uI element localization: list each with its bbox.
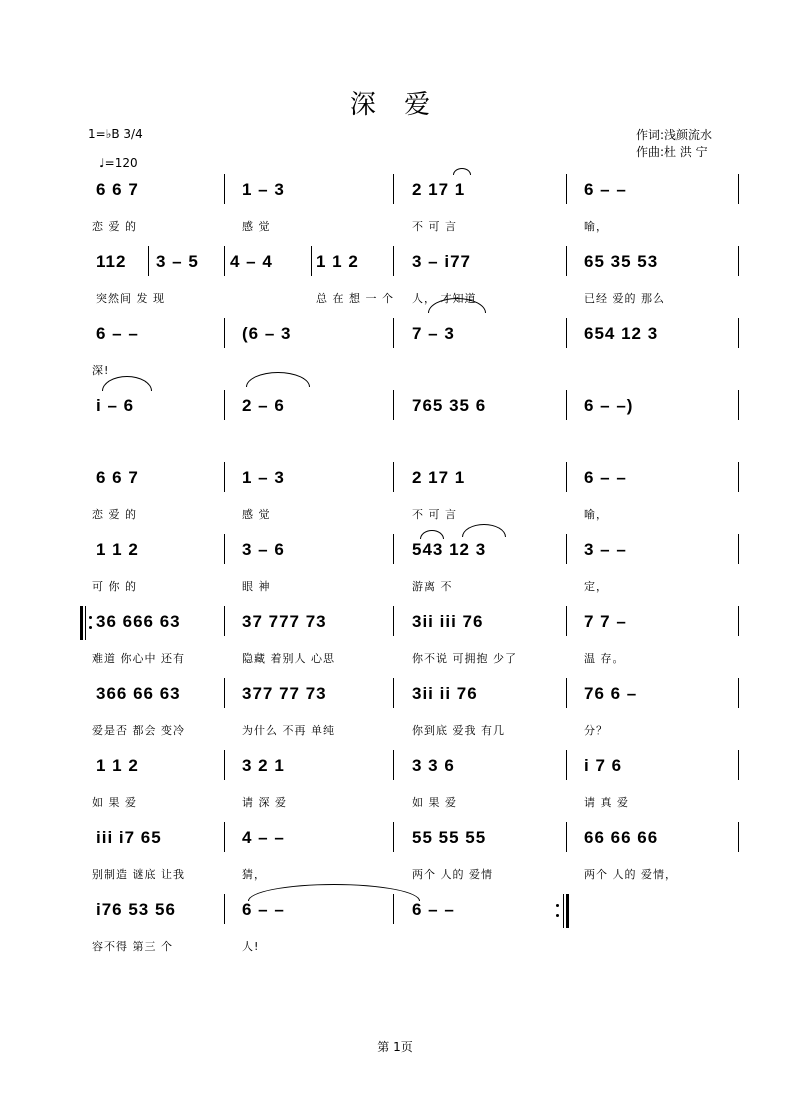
barline [224,318,225,348]
score-system [0,684,790,714]
lyric-line: 人， 才知道 [412,292,477,305]
measure-notes: 1 – 3 [242,180,285,199]
barline [224,894,225,924]
lyric-line: 不 可 言 [412,220,457,233]
measure-notes: 6 6 7 [96,468,139,487]
measure-notes: 3 – 6 [242,540,285,559]
barline [224,822,225,852]
lyric-line: 人! [242,940,260,953]
barline [224,750,225,780]
score-system [0,396,790,426]
measure-notes: 7 – 3 [412,324,455,343]
measure-notes: 543 12 3 [412,540,487,559]
lyric-line: 请 真 爱 [584,796,629,809]
slur-arc [462,524,506,537]
measure-notes: 4 – 4 [230,252,273,271]
barline [566,318,567,348]
measure-notes: 1 1 2 [96,540,139,559]
score-system [0,468,790,498]
barline [566,750,567,780]
key-signature: 1=♭B 3/4 [88,127,143,141]
measure-notes: 6 – –) [584,396,634,415]
barline [224,246,225,276]
lyric-line: 深! [92,364,110,377]
barline [393,678,394,708]
slur-arc [246,372,310,387]
measure-notes: 6 – – [584,180,627,199]
composer: 作曲:杜 洪 宁 [636,145,708,159]
lyric-line: 总 在 想 一 个 [316,292,394,305]
lyric-line: 可 你 的 [92,580,137,593]
score-system [0,900,790,930]
lyric-line: 爱是否 都会 变冷 [92,724,185,737]
lyric-line: 喻， [584,508,608,521]
measure-notes: i76 53 56 [96,900,176,919]
measure-notes: 1 1 2 [96,756,139,775]
lyric-line: 不 可 言 [412,508,457,521]
lyric-line: 难道 你心中 还有 [92,652,185,665]
barline [566,462,567,492]
lyric-line: 两个 人的 爱情 [412,868,493,881]
measure-notes: 65 35 53 [584,252,659,271]
lyric-line: 两个 人的 爱情， [584,868,677,881]
barline [566,678,567,708]
score-system [0,612,790,642]
lyric-line: 恋 爱 的 [92,220,137,233]
lyric-line: 为什么 不再 单纯 [242,724,335,737]
lyric-line: 猜， [242,868,266,881]
slur-arc [102,376,152,391]
lyric-line: 眼 神 [242,580,271,593]
measure-notes: 377 77 73 [242,684,327,703]
lyric-line: 分？ [584,724,608,737]
measure-notes: 3 – i77 [412,252,471,271]
lyric-line: 你不说 可拥抱 少了 [412,652,517,665]
measure-notes: 765 35 6 [412,396,487,415]
barline [224,606,225,636]
measure-notes: (6 – 3 [242,324,292,343]
barline [393,462,394,492]
measure-notes: i – 6 [96,396,135,415]
barline [224,534,225,564]
barline [566,822,567,852]
score-system [0,252,790,282]
lyric-line: 请 深 爱 [242,796,287,809]
measure-notes: 37 777 73 [242,612,327,631]
measure-notes: 3ii iii 76 [412,612,484,631]
lyric-line: 游离 不 [412,580,453,593]
measure-notes: 6 – – [412,900,455,919]
measure-notes: 76 6 – [584,684,638,703]
measure-notes: i 7 6 [584,756,623,775]
barline [738,534,739,564]
lyric-line: 隐藏 着别人 心思 [242,652,335,665]
barline [148,246,149,276]
lyric-line: 感 觉 [242,220,271,233]
measure-notes: 654 12 3 [584,324,659,343]
lyric-line: 定， [584,580,608,593]
measure-notes: 6 – – [242,900,285,919]
measure-notes: 66 66 66 [584,828,659,847]
score-system [0,324,790,354]
barline [738,606,739,636]
measure-notes: 366 66 63 [96,684,181,703]
barline [393,750,394,780]
barline [393,246,394,276]
lyric-line: 感 觉 [242,508,271,521]
barline [738,174,739,204]
lyric-line: 容不得 第三 个 [92,940,173,953]
barline [566,246,567,276]
lyric-line: 突然间 发 现 [96,292,165,305]
measure-notes: 1 1 2 [316,252,359,271]
barline [311,246,312,276]
barline [738,318,739,348]
score-system [0,540,790,570]
measure-notes: 6 – – [96,324,139,343]
barline [738,390,739,420]
lyricist: 作词:浅颜流水 [636,128,713,142]
lyric-line: 已经 爱的 那么 [584,292,665,305]
barline [393,822,394,852]
measure-notes: iii i7 65 [96,828,162,847]
lyric-line: 恋 爱 的 [92,508,137,521]
lyric-line: 温 存。 [584,652,625,665]
barline [738,750,739,780]
barline [393,534,394,564]
barline [393,390,394,420]
barline [393,318,394,348]
score-system [0,828,790,858]
measure-notes: 4 – – [242,828,285,847]
measure-notes: 3 3 6 [412,756,455,775]
barline [566,390,567,420]
measure-notes: 3ii ii 76 [412,684,478,703]
lyric-line: 你到底 爱我 有几 [412,724,505,737]
measure-notes: 2 17 1 [412,180,466,199]
measure-notes: 3 – – [584,540,627,559]
barline [393,174,394,204]
measure-notes: 2 – 6 [242,396,285,415]
measure-notes: 6 – – [584,468,627,487]
lyric-line: 如 果 爱 [92,796,137,809]
measure-notes: 2 17 1 [412,468,466,487]
barline [393,606,394,636]
measure-notes: 6 6 7 [96,180,139,199]
slur-arc [453,168,471,175]
barline [738,462,739,492]
lyric-line: 喻， [584,220,608,233]
measure-notes: 1 – 3 [242,468,285,487]
tempo-marking: ♩=120 [99,156,138,170]
slur-arc [248,884,420,901]
measure-notes: 55 55 55 [412,828,487,847]
credits [636,127,712,161]
barline [738,246,739,276]
barline [738,678,739,708]
page-title: 深 爱 [349,90,441,120]
barline [224,678,225,708]
score-system [0,756,790,786]
score-system [0,180,790,210]
measure-notes: 7 7 – [584,612,627,631]
barline [566,606,567,636]
barline [566,174,567,204]
measure-notes: 112 [96,252,127,271]
lyric-line: 别制造 谜底 让我 [92,868,185,881]
measure-notes: 36 666 63 [96,612,181,631]
measure-notes: 3 – 5 [156,252,199,271]
slur-arc [420,530,444,539]
page-footer: 第 1页 [377,1040,413,1054]
measure-notes: 3 2 1 [242,756,285,775]
lyric-line: 如 果 爱 [412,796,457,809]
barline [738,822,739,852]
barline [224,390,225,420]
barline [566,534,567,564]
barline [224,462,225,492]
barline [224,174,225,204]
